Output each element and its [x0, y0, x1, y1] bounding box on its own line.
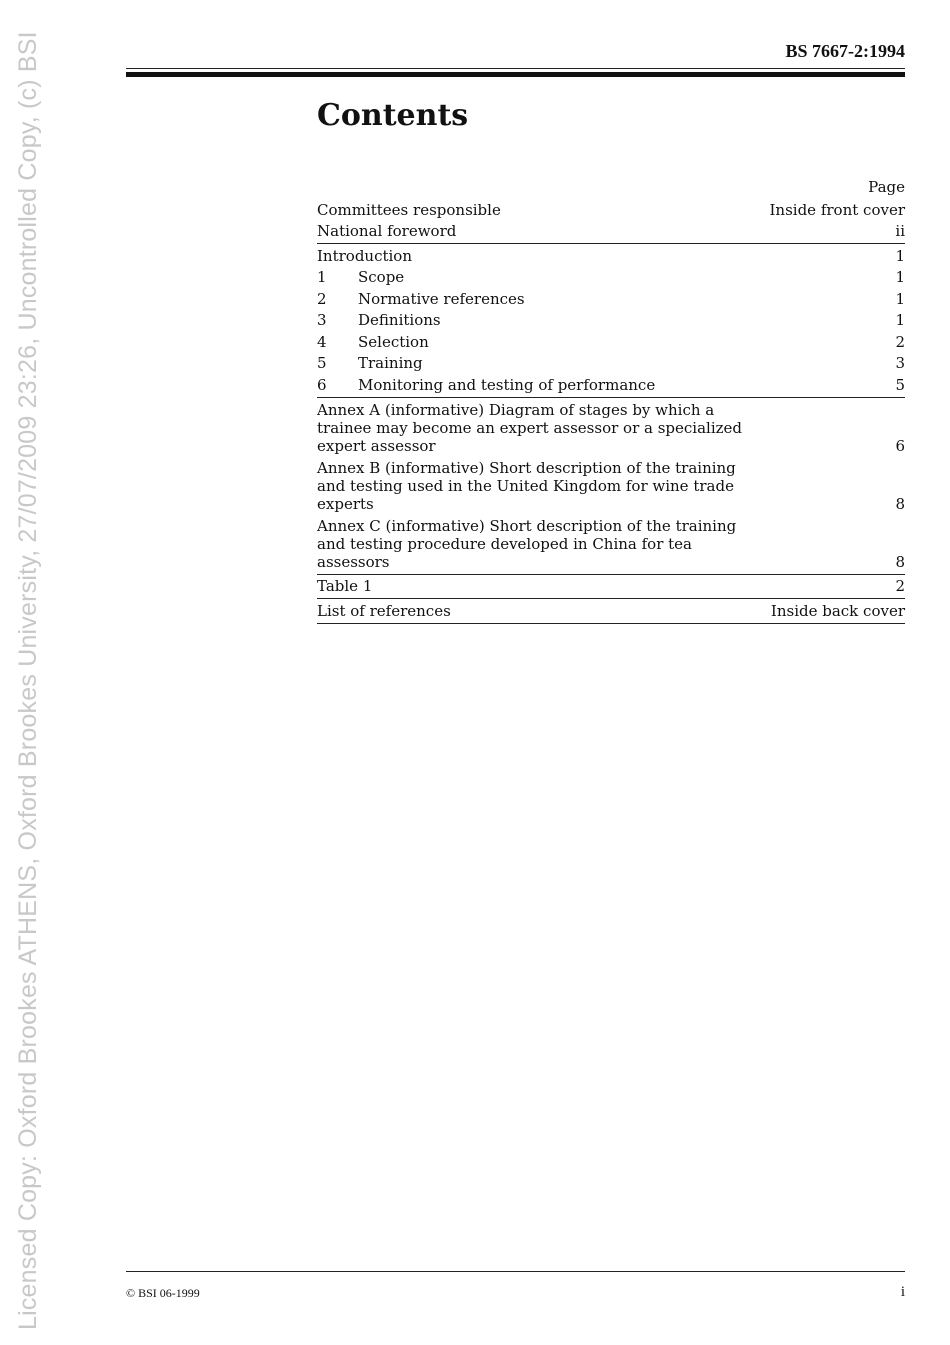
- toc-entry-number: 1: [317, 268, 327, 286]
- page-title: Contents: [317, 98, 469, 133]
- toc-entry[interactable]: [317, 399, 905, 457]
- toc-entry-title: List of references: [317, 601, 451, 620]
- toc-entry-label-wrap: [317, 311, 441, 329]
- toc-entry[interactable]: [317, 245, 905, 267]
- toc-entry-page: 6: [895, 436, 905, 455]
- toc-entry-number: 2: [317, 289, 327, 308]
- toc-entry-title: Scope: [358, 268, 405, 286]
- toc-entry-page: Inside back cover: [770, 601, 905, 620]
- toc-group: [317, 576, 905, 600]
- toc-entry-title: Training: [358, 354, 423, 372]
- toc-entry-title: Introduction: [317, 246, 412, 265]
- header-rule-thin: [126, 68, 905, 69]
- toc-entry-label-wrap: [317, 459, 767, 513]
- toc-entry-label-wrap: [317, 354, 423, 372]
- toc-entry-title: Table 1: [317, 577, 373, 595]
- toc-entry-page: 2: [895, 577, 905, 595]
- toc-entry[interactable]: [317, 331, 905, 353]
- toc-entry-page: 2: [895, 332, 905, 351]
- toc-entry-title: Committees responsible: [317, 200, 501, 219]
- copyright-notice: © BSI 06-1999: [126, 1286, 200, 1300]
- toc-entry-title: Annex B (informative) Short description of the training and testing used in the United Kingdom for wine trade experts: [317, 458, 736, 513]
- toc-group: [317, 399, 905, 575]
- toc-entry-page: 5: [895, 375, 905, 394]
- toc-entry[interactable]: [317, 199, 905, 221]
- toc-entry-title: Annex A (informative) Diagram of stages by which a trainee may become an expert assessor or a specialized expert assessor: [317, 400, 743, 455]
- toc-entry-title: Definitions: [358, 311, 441, 329]
- page-column-heading: Page: [868, 178, 905, 196]
- toc-entry-number: 3: [317, 311, 327, 329]
- toc-entry-number: 4: [317, 332, 327, 351]
- toc-entry-page: 8: [895, 552, 905, 571]
- toc-entry-page: 1: [895, 246, 905, 265]
- toc-entry-title: Annex C (informative) Short description of the training and testing procedure developed in China for tea assessors: [317, 516, 737, 571]
- toc-entry-title: Normative references: [358, 289, 525, 308]
- toc-entry-label-wrap: [317, 517, 767, 571]
- license-watermark: Licensed Copy: Oxford Brookes ATHENS, Oxford Brookes University, 27/07/2009 23:26, Uncontrolled Copy, (c) BSI: [14, 31, 42, 1330]
- toc-entry-page: Inside front cover: [769, 200, 905, 219]
- header-rule-thick: [126, 72, 905, 77]
- toc-group: [317, 600, 905, 624]
- toc-entry-page: 1: [895, 289, 905, 308]
- toc-entry-label-wrap: [317, 201, 501, 219]
- toc-entry-page: 1: [895, 311, 905, 329]
- toc-entry-label-wrap: [317, 290, 525, 308]
- document-code: BS 7667-2:1994: [785, 41, 905, 61]
- page-number: i: [900, 1284, 905, 1300]
- toc-entry-title: Monitoring and testing of performance: [358, 375, 656, 394]
- footer-rule: [126, 1271, 905, 1272]
- toc-entry[interactable]: [317, 457, 905, 515]
- toc-entry-title: Selection: [358, 332, 429, 351]
- toc-entry-label-wrap: [317, 401, 767, 455]
- toc-entry-title: National foreword: [317, 222, 457, 240]
- toc-entry[interactable]: [317, 288, 905, 310]
- toc-entry-page: 1: [895, 268, 905, 286]
- table-of-contents: [317, 178, 905, 625]
- toc-group: [317, 199, 905, 244]
- toc-entry-page: 8: [895, 494, 905, 513]
- toc-entry-page: ii: [895, 222, 905, 240]
- toc-entry-number: 6: [317, 375, 327, 394]
- toc-entry-number: 5: [317, 354, 327, 372]
- toc-entry[interactable]: [317, 310, 905, 332]
- toc-entry-label-wrap: [317, 602, 451, 620]
- toc-entry-page: 3: [895, 354, 905, 372]
- toc-entry[interactable]: [317, 267, 905, 289]
- toc-entry-label-wrap: [317, 333, 429, 351]
- toc-entry-label-wrap: [317, 247, 412, 265]
- toc-entry[interactable]: [317, 600, 905, 622]
- toc-entry[interactable]: [317, 576, 905, 598]
- toc-entry[interactable]: [317, 221, 905, 243]
- toc-entry-label-wrap: [317, 376, 655, 394]
- toc-entry[interactable]: [317, 353, 905, 375]
- toc-entry-label-wrap: [317, 222, 456, 240]
- toc-entry[interactable]: [317, 515, 905, 573]
- toc-entry-label-wrap: [317, 268, 404, 286]
- toc-group: [317, 245, 905, 398]
- toc-entry[interactable]: [317, 374, 905, 396]
- toc-entry-label-wrap: [317, 577, 372, 595]
